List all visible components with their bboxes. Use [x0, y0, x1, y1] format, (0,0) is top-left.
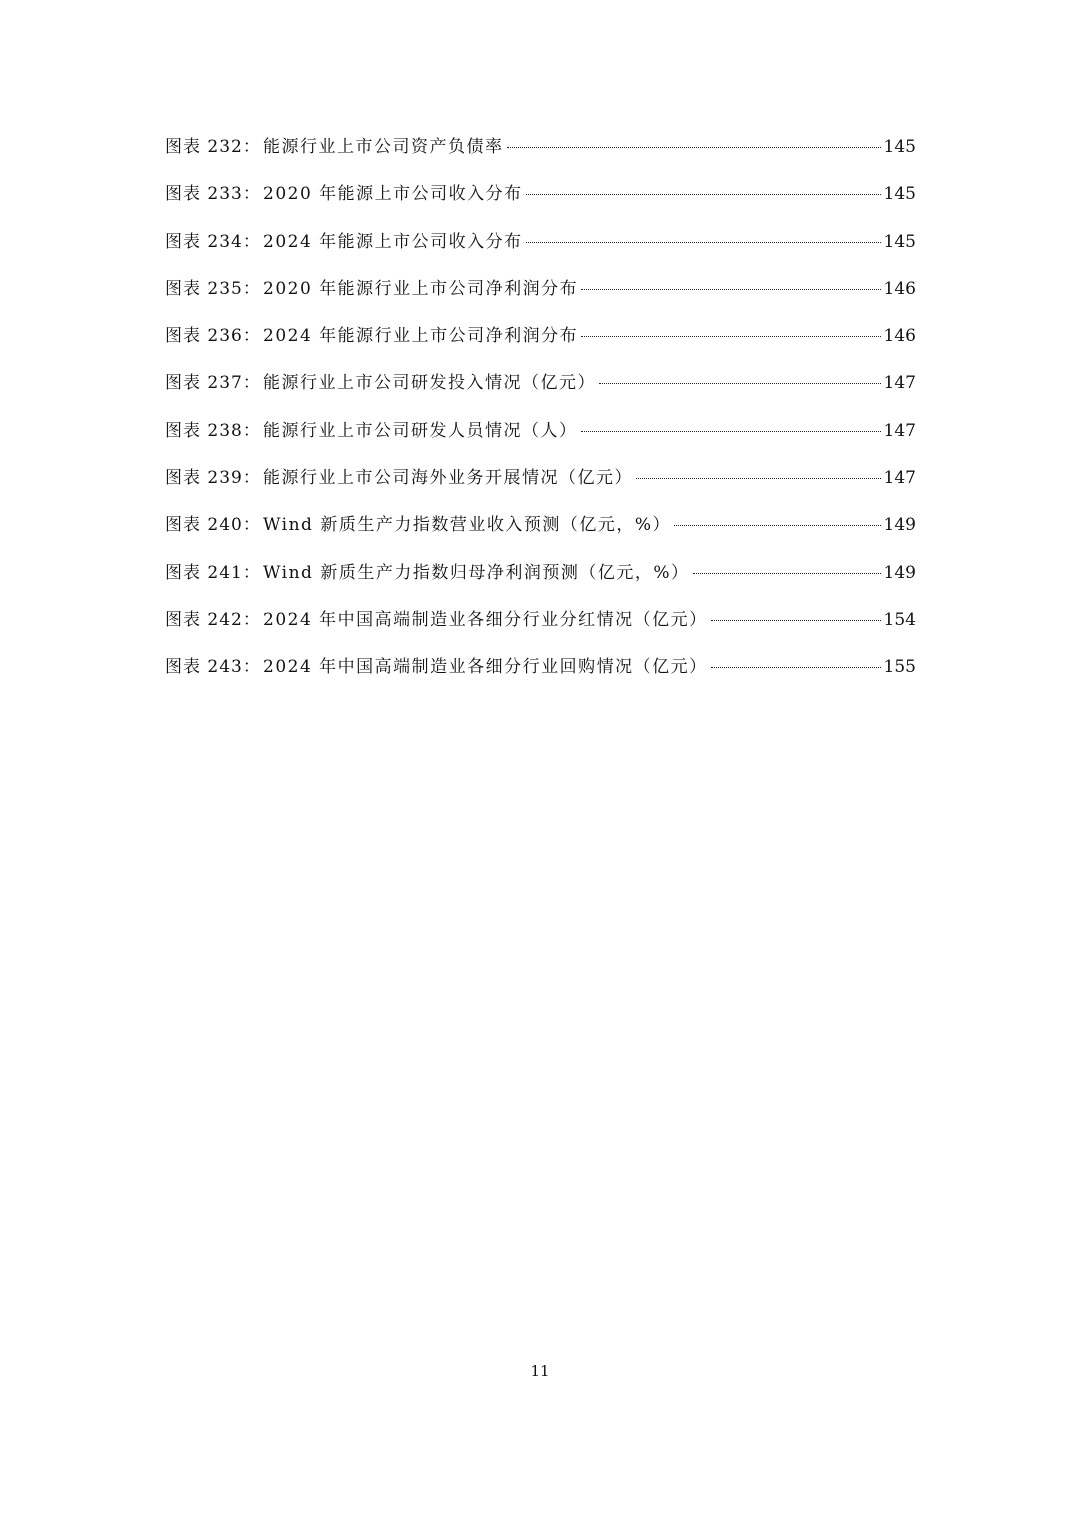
toc-entry-page: 147	[883, 468, 916, 489]
toc-entry-label: 图表 234：	[165, 231, 261, 252]
toc-dot-leader	[581, 431, 881, 432]
toc-entry-title: 2024 年能源上市公司收入分布	[263, 231, 523, 252]
toc-entry-title: 2024 年能源行业上市公司净利润分布	[263, 326, 579, 347]
toc-entry[interactable]	[165, 227, 916, 274]
toc-entry-page: 147	[883, 373, 916, 394]
toc-entry[interactable]	[165, 274, 916, 321]
toc-entry-title: 能源行业上市公司海外业务开展情况（亿元）	[263, 468, 633, 489]
toc-entry-page: 147	[883, 420, 916, 441]
toc-dot-leader	[507, 147, 881, 148]
toc-entry-label: 图表 237：	[165, 373, 261, 394]
toc-entry-title: 能源行业上市公司资产负债率	[263, 137, 504, 157]
toc-entry-label: 图表 240：	[165, 515, 261, 536]
toc-entry-title: 2024 年中国高端制造业各细分行业回购情况（亿元）	[263, 657, 708, 678]
toc-entry-page: 149	[883, 515, 916, 536]
toc-dot-leader	[711, 620, 881, 621]
toc-entry-label: 图表 236：	[165, 326, 261, 347]
toc-entry-page: 146	[883, 326, 916, 347]
toc-entry-page: 149	[883, 562, 916, 583]
toc-dot-leader	[581, 336, 880, 337]
toc-entry-label: 图表 235：	[165, 278, 261, 299]
toc-entry-title: 2020 年能源上市公司收入分布	[263, 184, 523, 205]
toc-entry-label: 图表 243：	[165, 657, 261, 678]
toc-dot-leader	[526, 194, 881, 195]
toc-entry-title: 能源行业上市公司研发投入情况（亿元）	[263, 373, 596, 394]
toc-entry-page: 145	[883, 137, 916, 157]
toc-entry-title: 2020 年能源行业上市公司净利润分布	[263, 278, 579, 299]
toc-entry-title: 能源行业上市公司研发人员情况（人）	[263, 420, 578, 441]
toc-entry[interactable]	[165, 132, 916, 179]
toc-entry-page: 155	[883, 657, 916, 678]
toc-entry-label: 图表 233：	[165, 184, 261, 205]
toc-entry-title: Wind 新质生产力指数归母净利润预测（亿元，%）	[263, 562, 690, 583]
toc-entry[interactable]	[165, 416, 916, 463]
toc-entry-label: 图表 241：	[165, 562, 261, 583]
toc-entry-page: 146	[883, 278, 916, 299]
toc-entry-label: 图表 239：	[165, 468, 261, 489]
toc-entry-title: Wind 新质生产力指数营业收入预测（亿元，%）	[263, 515, 671, 536]
toc-entry-label: 图表 238：	[165, 420, 261, 441]
toc-entry[interactable]	[165, 321, 916, 368]
toc-entry[interactable]	[165, 463, 916, 510]
toc-entry-label: 图表 232：	[165, 137, 261, 157]
toc-entry-label: 图表 242：	[165, 609, 261, 630]
toc-entry[interactable]	[165, 368, 916, 415]
toc-entry-title: 2024 年中国高端制造业各细分行业分红情况（亿元）	[263, 609, 708, 630]
toc-entry[interactable]	[165, 558, 916, 605]
toc-entry[interactable]	[165, 510, 916, 557]
page-number: 11	[530, 1362, 550, 1380]
toc-entry[interactable]	[165, 605, 916, 652]
toc-dot-leader	[636, 478, 881, 479]
toc-entry[interactable]	[165, 179, 916, 226]
toc-dot-leader	[526, 242, 881, 243]
toc-entry-page: 154	[883, 609, 916, 630]
table-of-figures	[165, 132, 916, 700]
toc-entry[interactable]	[165, 652, 916, 699]
toc-dot-leader	[581, 289, 880, 290]
toc-entry-page: 145	[883, 231, 916, 252]
toc-dot-leader	[711, 667, 881, 668]
toc-entry-page: 145	[883, 184, 916, 205]
toc-dot-leader	[599, 383, 881, 384]
toc-dot-leader	[674, 525, 881, 526]
toc-dot-leader	[693, 573, 881, 574]
